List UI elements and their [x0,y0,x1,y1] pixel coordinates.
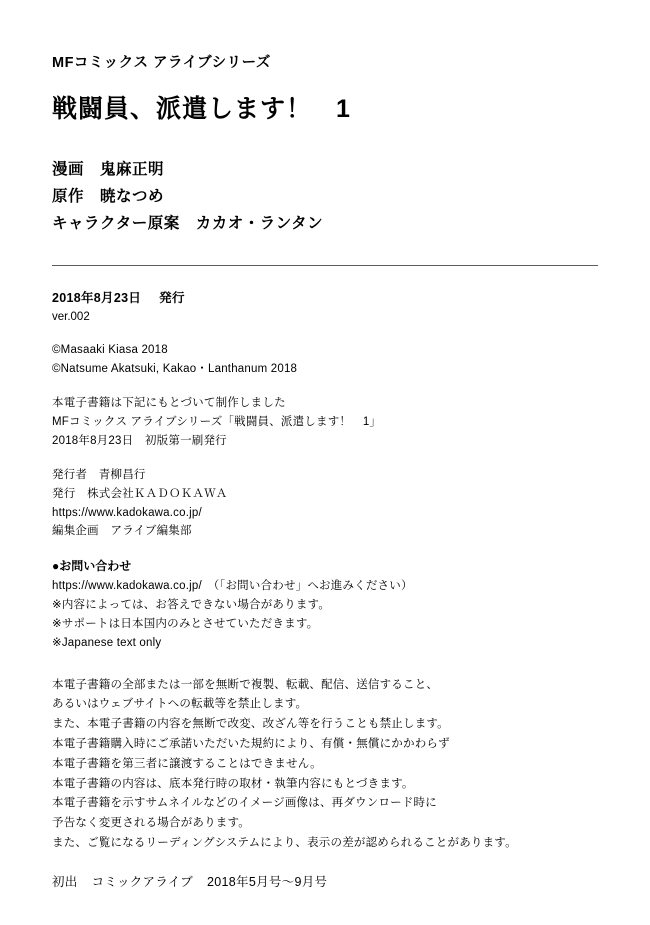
contact-heading: ●お問い合わせ [52,559,132,574]
credit-name: 鬼麻正明 [100,160,165,178]
terms-line: 本電子書籍の全部または一部を無断で複製、転載、配信、送信すること、 [52,678,439,691]
credit-row [52,183,598,210]
credit-row [52,156,598,183]
credits-list [52,156,598,237]
imprint-line: 編集企画 アライブ編集部 [52,525,192,538]
first-publication-issues: 2018年5月号～9月号 [207,874,328,889]
source-note-block [52,394,598,451]
book-title-text: 戦闘員、派遣します！ [52,95,313,124]
terms-line: 予告なく変更される場合があります。 [52,817,250,830]
contact-block [52,556,598,652]
copyright-block [52,341,598,378]
terms-line: また、ご覧になるリーディングシステムにより、表示の差が認められることがあります。 [52,836,517,849]
publisher-url[interactable]: https://www.kadokawa.co.jp/ [52,506,202,519]
copyright-line: ©Masaaki Kiasa 2018 [52,344,168,357]
first-publication [52,872,598,890]
credit-role: 原作 [52,187,85,205]
contact-note-line: ※サポートは日本国内のみとさせていただきます。 [52,617,319,630]
first-publication-magazine: コミックアライブ [91,874,194,889]
credit-role: 漫画 [52,160,85,178]
source-note-line: 2018年8月23日 初版第一刷発行 [52,434,227,447]
terms-line: 本電子書籍購入時にご承諾いただいた規約により、有償・無償にかかわらず [52,738,450,750]
section-divider [52,265,598,266]
version-label: ver.002 [52,311,90,324]
copyright-line: ©Natsume Akatsuki, Kakao・Lanthanum 2018 [52,363,298,376]
publication-block [52,288,598,326]
volume-number: 1 [336,95,351,124]
contact-url-line[interactable]: https://www.kadokawa.co.jp/ （「お問い合わせ」へお進みください） [52,579,413,592]
source-note-line: 本電子書籍は下記にもとづいて制作しました [52,396,286,409]
contact-note-line: ※Japanese text only [52,636,162,649]
publication-date-suffix: 発行 [159,291,185,306]
terms-line: 本電子書籍の内容は、底本発行時の取材・執筆内容にもとづきます。 [52,777,414,790]
terms-line: 本電子書籍を第三者に譲渡することはできません。 [52,757,322,770]
credit-name: 暁なつめ [100,187,165,205]
credit-name: カカオ・ランタン [195,214,324,232]
credit-role: キャラクター原案 [52,214,180,232]
first-publication-label: 初出 [52,874,78,889]
publication-date [52,288,598,308]
page-title [52,94,598,125]
series-label: MFコミックス アライブシリーズ [52,55,271,71]
terms-line: あるいはウェブサイトへの転載等を禁止します。 [52,698,308,711]
source-note-line: MFコミックス アライブシリーズ「戦闘員、派遣します！ 1」 [52,415,382,428]
terms-line: 本電子書籍を示すサムネイルなどのイメージ画像は、再ダウンロード時に [52,797,437,810]
contact-note-line: ※内容によっては、お答えできない場合があります。 [52,598,331,611]
imprint-line: 発行 株式会社ＫＡＤＯＫＡＷＡ [52,487,228,500]
publication-date-value: 2018年8月23日 [52,291,142,306]
terms-block [52,676,598,854]
terms-line: また、本電子書籍の内容を無断で改変、改ざん等を行うことも禁止します。 [52,718,449,731]
credit-row [52,210,598,237]
imprint-line: 発行者 青柳昌行 [52,468,146,481]
imprint-block [52,466,598,542]
